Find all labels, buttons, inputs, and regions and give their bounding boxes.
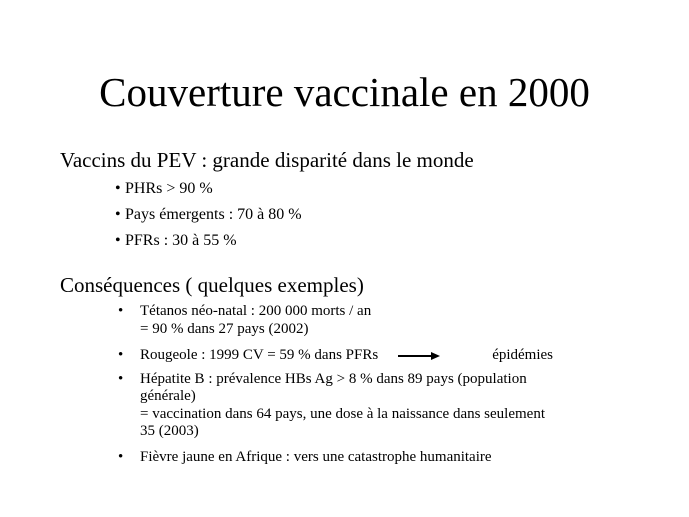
slide-title: Couverture vaccinale en 2000 bbox=[99, 69, 590, 115]
section-heading-consequences: Conséquences ( quelques exemples) bbox=[60, 273, 364, 297]
list-item-fievre bbox=[118, 449, 553, 467]
bullet-icon: • bbox=[115, 206, 121, 223]
list-item-text: Fièvre jaune en Afrique : vers une catastrophe humanitaire bbox=[140, 448, 492, 465]
bullet-icon: • bbox=[115, 180, 121, 197]
list-item-text: Hépatite B : prévalence HBs Ag > 8 % dans 89 pays (population bbox=[140, 370, 527, 387]
bullet-icon: • bbox=[118, 448, 124, 465]
list-item-hepatite bbox=[118, 371, 553, 441]
bullet-icon: • bbox=[118, 347, 124, 363]
bullet-icon: • bbox=[118, 370, 124, 387]
list-item bbox=[115, 204, 302, 230]
arrow-right-icon bbox=[398, 351, 440, 361]
list-item-text: 35 (2003) bbox=[140, 423, 199, 439]
list-item bbox=[115, 178, 302, 204]
list-item-text: Pays émergents : 70 à 80 % bbox=[125, 206, 302, 223]
bullet-icon: • bbox=[115, 232, 121, 249]
list-item-tetanos bbox=[118, 303, 553, 338]
list-item-text: Tétanos néo-natal : 200 000 morts / an bbox=[140, 303, 372, 319]
list-item-text: générale) bbox=[140, 388, 196, 404]
consequences-list bbox=[118, 303, 553, 466]
list-item-text: = vaccination dans 64 pays, une dose à la naissance dans seulement bbox=[140, 405, 545, 422]
list-item-result: épidémies bbox=[492, 347, 554, 363]
list-item bbox=[115, 230, 302, 256]
list-item-text: Rougeole : 1999 CV = 59 % dans PFRs bbox=[140, 347, 379, 363]
list-item-rougeole bbox=[118, 347, 553, 365]
coverage-list bbox=[115, 178, 302, 256]
list-item-text: PHRs > 90 % bbox=[125, 180, 213, 197]
section-heading-vaccins: Vaccins du PEV : grande disparité dans le monde bbox=[60, 148, 474, 172]
bullet-icon: • bbox=[118, 303, 124, 319]
list-item-text: PFRs : 30 à 55 % bbox=[125, 232, 237, 249]
list-item-text: = 90 % dans 27 pays (2002) bbox=[140, 320, 309, 337]
